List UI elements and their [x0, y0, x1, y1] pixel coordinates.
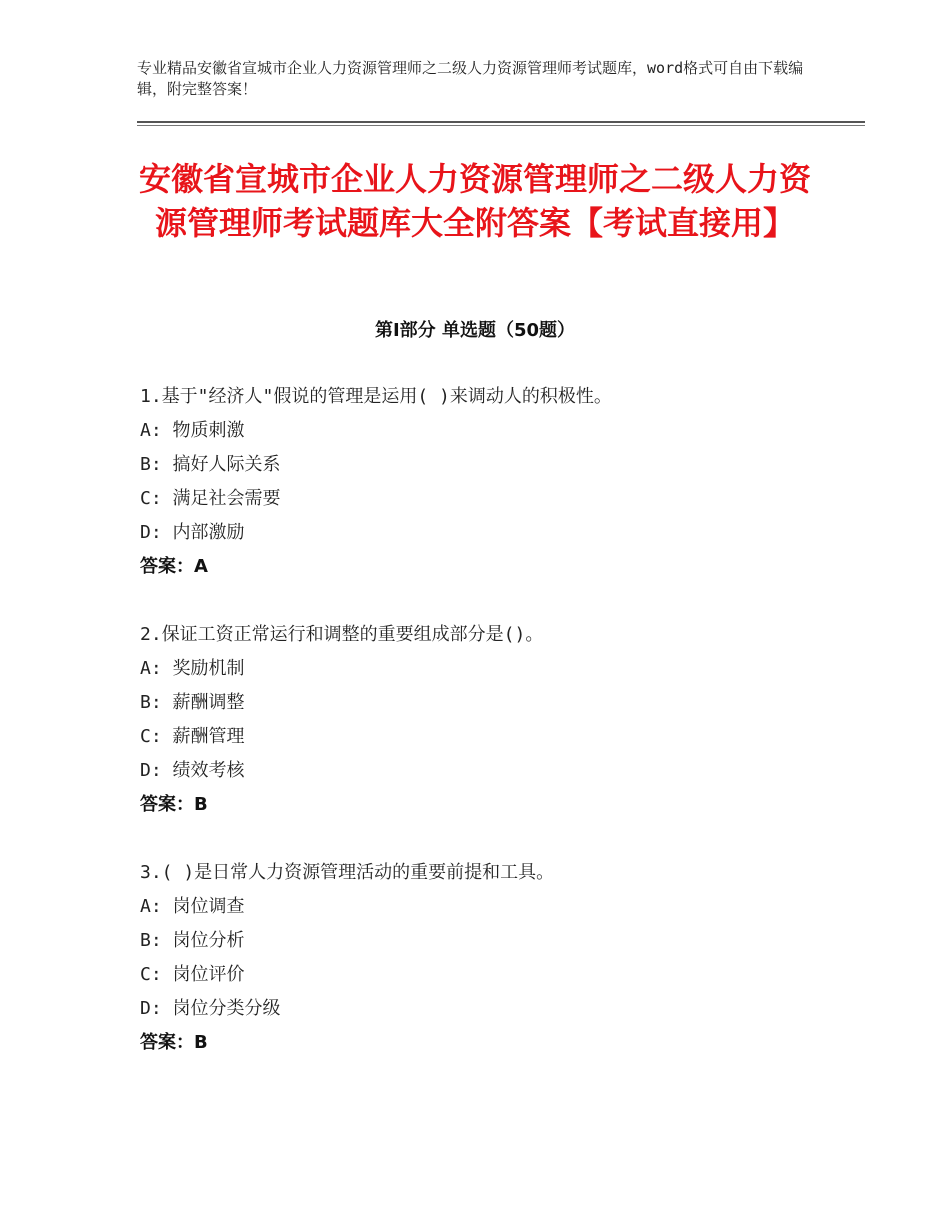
question-1: [140, 380, 840, 584]
answer: 答案：B: [140, 1032, 208, 1053]
option-d: D: 绩效考核: [140, 760, 245, 781]
option-a: A: 物质刺激: [140, 420, 245, 441]
header-divider-thin: [137, 125, 865, 126]
question-2: [140, 618, 840, 822]
option-c: C: 薪酬管理: [140, 726, 245, 747]
question-3: [140, 856, 840, 1060]
option-d: D: 内部激励: [140, 522, 245, 543]
header-note: 专业精品安徽省宣城市企业人力资源管理师之二级人力资源管理师考试题库，word格式可自由下载编辑，附完整答案！: [137, 59, 804, 98]
question-stem: 2.保证工资正常运行和调整的重要组成部分是()。: [140, 624, 544, 645]
answer: 答案：A: [140, 556, 208, 577]
option-b: B: 岗位分析: [140, 930, 245, 951]
option-b: B: 薪酬调整: [140, 692, 245, 713]
option-a: A: 岗位调查: [140, 896, 245, 917]
document-title: 安徽省宣城市企业人力资源管理师之二级人力资源管理师考试题库大全附答案【考试直接用】: [138, 160, 811, 242]
option-c: C: 岗位评价: [140, 964, 245, 985]
question-stem: 3.( )是日常人力资源管理活动的重要前提和工具。: [140, 862, 555, 883]
option-d: D: 岗位分类分级: [140, 998, 281, 1019]
section-heading: 第Ⅰ部分 单选题（50题）: [374, 320, 575, 341]
answer: 答案：B: [140, 794, 208, 815]
header-divider-thick: [137, 121, 865, 123]
option-b: B: 搞好人际关系: [140, 454, 281, 475]
question-list: [140, 380, 840, 1094]
question-stem: 1.基于"经济人"假说的管理是运用( )来调动人的积极性。: [140, 386, 612, 407]
option-a: A: 奖励机制: [140, 658, 245, 679]
option-c: C: 满足社会需要: [140, 488, 281, 509]
